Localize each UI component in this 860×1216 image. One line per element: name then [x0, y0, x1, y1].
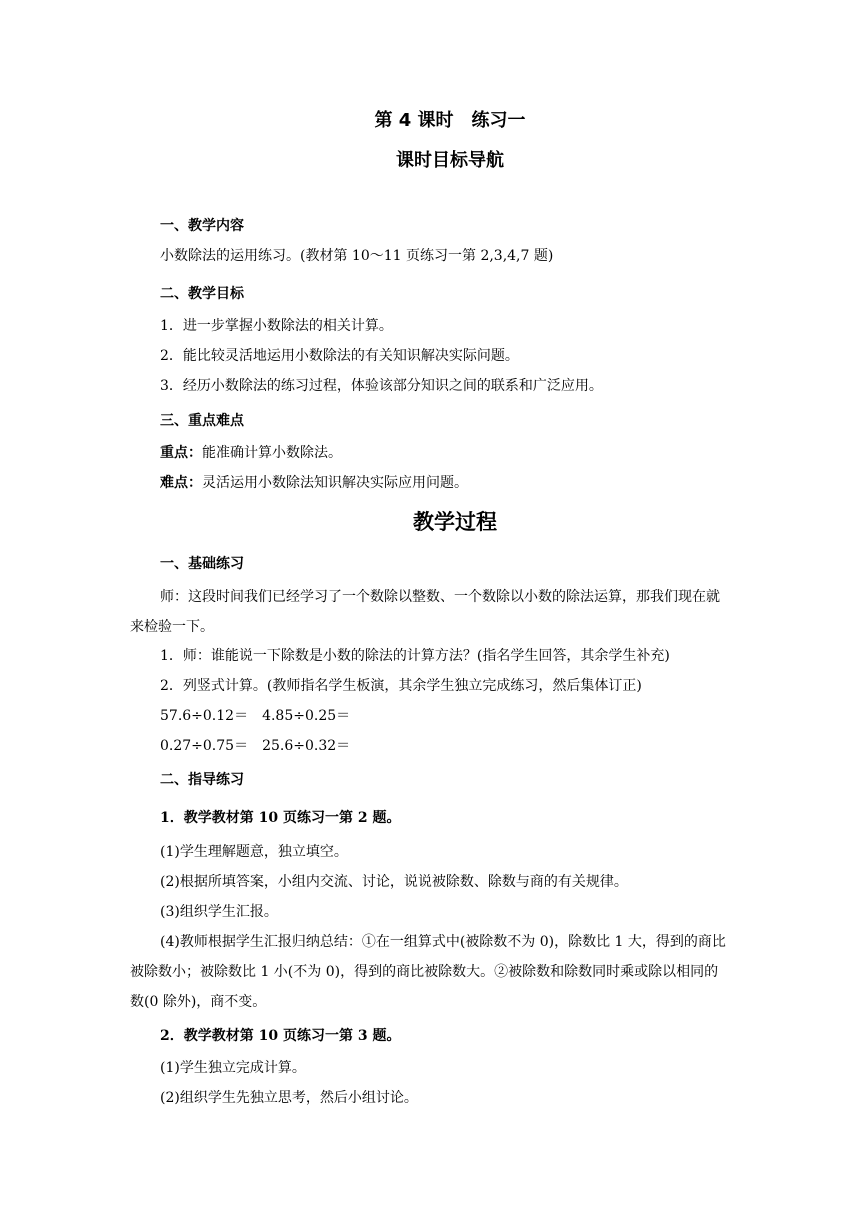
calc-row: 0.27÷0.75＝ 25.6÷0.32＝ — [160, 738, 351, 754]
content-heading: 一、教学内容 — [160, 218, 244, 234]
difficulty-label: 难点： — [160, 475, 202, 491]
exercise-item: (2)根据所填答案，小组内交流、讨论，说说被除数、除数与商的有关规律。 — [160, 874, 628, 890]
difficulty-text: 灵活运用小数除法知识解决实际应用问题。 — [202, 475, 468, 491]
exercise-item: (1)学生理解题意，独立填空。 — [160, 844, 348, 860]
intro-paragraph: 师：这段时间我们已经学习了一个数除以整数、一个数除以小数的除法运算，那我们现在就来检验一下。 — [130, 589, 720, 635]
exercise-item: (3)组织学生汇报。 — [160, 904, 278, 920]
basic-heading: 一、基础练习 — [160, 556, 244, 572]
process-title: 教学过程 — [413, 510, 497, 534]
difficulty-point — [160, 473, 468, 493]
step-1: 1．师：谁能说一下除数是小数的除法的计算方法？(指名学生回答，其余学生补充) — [160, 648, 670, 664]
key-heading: 三、重点难点 — [160, 413, 244, 429]
guided-heading: 二、指导练习 — [160, 772, 244, 788]
objective-item: 1．进一步掌握小数除法的相关计算。 — [160, 318, 393, 334]
content-text: 小数除法的运用练习。(教材第 10～11 页练习一第 2,3,4,7 题) — [160, 248, 554, 264]
key-text: 能准确计算小数除法。 — [202, 445, 342, 461]
key-label: 重点： — [160, 445, 202, 461]
exercise-2-title: 2．教学教材第 10 页练习一第 3 题。 — [160, 1028, 401, 1044]
objectives-heading: 二、教学目标 — [160, 286, 244, 302]
exercise-1-summary: (4)教师根据学生汇报归纳总结：①在一组算式中(被除数不为 0)，除数比 1 大，得到的商比被除数小；被除数比 1 小(不为 0)，得到的商比被除数大。②被除数和除数同时乘或除以相同的数(0 除外)，商不变。 — [130, 934, 726, 1010]
exercise-1-title: 1．教学教材第 10 页练习一第 2 题。 — [160, 810, 401, 826]
step-2: 2．列竖式计算。(教师指名学生板演，其余学生独立完成练习，然后集体订正) — [160, 678, 642, 694]
lesson-title: 第 4 课时 练习一 — [374, 110, 526, 131]
key-point — [160, 443, 342, 463]
exercise-item: (1)学生独立完成计算。 — [160, 1060, 306, 1076]
objective-item: 3．经历小数除法的练习过程，体验该部分知识之间的联系和广泛应用。 — [160, 378, 603, 394]
exercise-item: (2)组织学生先独立思考，然后小组讨论。 — [160, 1090, 418, 1106]
subtitle: 课时目标导航 — [396, 150, 504, 171]
calc-row: 57.6÷0.12＝ 4.85÷0.25＝ — [160, 708, 351, 724]
objective-item: 2．能比较灵活地运用小数除法的有关知识解决实际问题。 — [160, 348, 519, 364]
